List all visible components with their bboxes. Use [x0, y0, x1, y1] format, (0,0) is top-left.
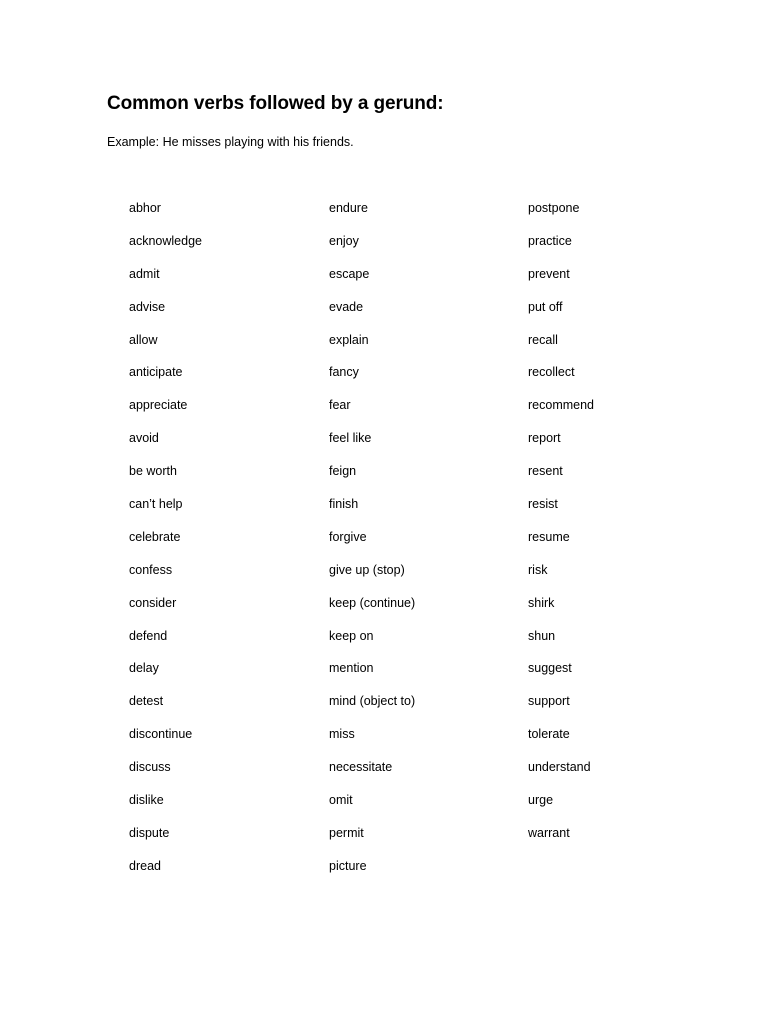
verb-item: suggest: [528, 661, 572, 676]
verb-item: appreciate: [129, 398, 188, 413]
verb-item: discontinue: [129, 727, 193, 742]
verb-item: acknowledge: [129, 233, 202, 248]
verb-item: urge: [528, 793, 554, 808]
verb-item: recommend: [528, 398, 594, 413]
verb-item: allow: [129, 332, 158, 347]
verb-item: can’t help: [129, 497, 183, 512]
verb-item: risk: [528, 562, 548, 577]
verb-item: warrant: [528, 825, 570, 840]
verb-item: shirk: [528, 595, 555, 610]
verb-item: advise: [129, 299, 166, 314]
verb-item: tolerate: [528, 727, 570, 742]
verb-item: resent: [528, 464, 563, 479]
verb-item: celebrate: [129, 529, 181, 544]
verb-item: detest: [129, 694, 164, 709]
verb-item: miss: [329, 727, 355, 742]
verb-item: evade: [329, 299, 364, 314]
verb-item: forgive: [329, 529, 367, 544]
verb-item: confess: [129, 562, 173, 577]
verb-item: support: [528, 694, 570, 709]
verb-item: dread: [129, 858, 161, 873]
verb-item: be worth: [129, 464, 177, 479]
verb-item: finish: [329, 497, 359, 512]
verb-item: fancy: [329, 365, 359, 380]
verb-item: feign: [329, 464, 357, 479]
verb-item: resume: [528, 529, 570, 544]
verb-item: necessitate: [329, 760, 393, 775]
verb-item: put off: [528, 299, 563, 314]
verb-item: omit: [329, 793, 353, 808]
verb-item: feel like: [329, 431, 372, 446]
verb-item: avoid: [129, 431, 159, 446]
verb-item: enjoy: [329, 233, 359, 248]
verb-item: prevent: [528, 266, 570, 281]
verb-item: explain: [329, 332, 369, 347]
verb-item: discuss: [129, 760, 171, 775]
verb-item: consider: [129, 595, 177, 610]
verb-item: permit: [329, 825, 364, 840]
verb-item: resist: [528, 497, 558, 512]
verb-item: fear: [329, 398, 351, 413]
verb-item: mind (object to): [329, 694, 416, 709]
verb-item: shun: [528, 628, 556, 643]
verb-item: mention: [329, 661, 374, 676]
verb-column-1: [129, 200, 319, 891]
verb-item: practice: [528, 233, 572, 248]
verb-item: endure: [329, 201, 368, 215]
verb-item: understand: [528, 760, 591, 775]
verb-item: escape: [329, 266, 370, 281]
verb-item: keep on: [329, 628, 374, 643]
verb-item: dispute: [129, 825, 170, 840]
verb-column-2: [329, 200, 519, 891]
verb-item: keep (continue): [329, 595, 416, 610]
verb-item: postpone: [528, 201, 580, 215]
verb-item: anticipate: [129, 365, 183, 380]
verb-item: delay: [129, 661, 159, 676]
verb-item: admit: [129, 266, 160, 281]
verb-item: give up (stop): [329, 562, 405, 577]
verb-item: defend: [129, 628, 168, 643]
verb-item: recollect: [528, 365, 575, 380]
verb-item: picture: [329, 858, 367, 873]
verb-item: dislike: [129, 793, 164, 808]
verb-item: abhor: [129, 201, 161, 215]
example-sentence: Example: He misses playing with his friends.: [107, 135, 354, 149]
verb-item: report: [528, 431, 561, 446]
page-title: Common verbs followed by a gerund:: [107, 93, 444, 114]
verb-item: recall: [528, 332, 558, 347]
verb-column-3: [528, 200, 718, 858]
